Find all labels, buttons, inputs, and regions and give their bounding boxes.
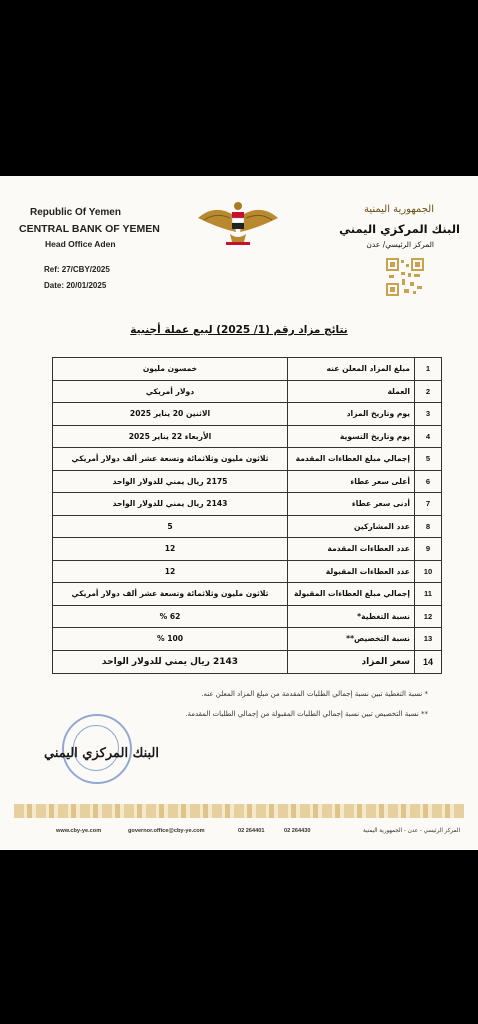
table-row: [53, 425, 442, 448]
row-number: 3: [415, 403, 442, 426]
footer-email: governor.office@cby-ye.com: [128, 828, 205, 834]
row-number: 6: [415, 470, 442, 493]
row-value: 5: [53, 515, 288, 538]
row-value: 2143 ريال يمني للدولار الواحد: [53, 650, 288, 673]
row-number: 2: [415, 380, 442, 403]
row-label: مبلغ المزاد المعلن عنه: [288, 358, 415, 381]
row-number: 14: [415, 650, 442, 673]
bank-name-ar: البنك المركزي اليمني: [339, 222, 460, 236]
row-label: يوم وتاريخ التسوية: [288, 425, 415, 448]
row-label: العملة: [288, 380, 415, 403]
row-value: 100 %: [53, 628, 288, 651]
footer-website: www.cby-ye.com: [56, 828, 102, 834]
row-value: الأربعاء 22 يناير 2025: [53, 425, 288, 448]
coverage-note: * نسبة التغطية تبين نسبة إجمالي الطلبات المقدمة من مبلغ المزاد المعلن عنه.: [201, 690, 428, 698]
table-row: [53, 628, 442, 651]
office-en: Head Office Aden: [45, 239, 116, 249]
row-label: نسبة التغطية*: [288, 605, 415, 628]
row-number: 7: [415, 493, 442, 516]
document-title: نتائج مزاد رقم (1/ 2025) لبيع عملة أجنبية: [130, 324, 348, 336]
row-number: 4: [415, 425, 442, 448]
row-label: إجمالي مبلغ العطاءات المقبولة: [288, 583, 415, 606]
row-value: ثلاثون مليون وثلاثمائة وتسعة عشر ألف دولار أمريكي: [53, 583, 288, 606]
row-value: 2175 ريال يمني للدولار الواحد: [53, 470, 288, 493]
row-value: خمسون مليون: [53, 358, 288, 381]
row-value: 12: [53, 538, 288, 561]
table-row: [53, 560, 442, 583]
row-number: 13: [415, 628, 442, 651]
signature-bank-name: البنك المركزي اليمني: [44, 746, 159, 761]
row-label: يوم وتاريخ المزاد: [288, 403, 415, 426]
row-number: 11: [415, 583, 442, 606]
row-label: عدد المشاركين: [288, 515, 415, 538]
row-label: أعلى سعر عطاء: [288, 470, 415, 493]
table-row: [53, 493, 442, 516]
row-label: عدد العطاءات المقبولة: [288, 560, 415, 583]
footer-phone-1: 02 264401: [238, 828, 265, 834]
table-row: [53, 538, 442, 561]
row-value: ثلاثون مليون وثلاثمائة وتسعة عشر ألف دولار أمريكي: [53, 448, 288, 471]
row-label: سعر المزاد: [288, 650, 415, 673]
footer-address: المركز الرئيسي - عدن - الجمهورية اليمنية: [362, 828, 460, 834]
table-row: [53, 605, 442, 628]
row-number: 1: [415, 358, 442, 381]
table-row: [53, 448, 442, 471]
allocation-note: ** نسبة التخصيص تبين نسبة إجمالي الطلبات المقبولة من إجمالي الطلبات المقدمة.: [185, 710, 428, 718]
row-label: عدد العطاءات المقدمة: [288, 538, 415, 561]
row-number: 5: [415, 448, 442, 471]
table-row: [53, 470, 442, 493]
row-number: 12: [415, 605, 442, 628]
republic-en: Republic Of Yemen: [30, 207, 121, 218]
table-row: [53, 515, 442, 538]
document-date: Date: 20/01/2025: [44, 281, 107, 290]
row-value: 2143 ريال يمني للدولار الواحد: [53, 493, 288, 516]
row-number: 8: [415, 515, 442, 538]
yemen-eagle-emblem: [196, 198, 280, 246]
document-page: [0, 176, 478, 850]
row-label: إجمالي مبلغ العطاءات المقدمة: [288, 448, 415, 471]
table-row: [53, 358, 442, 381]
reference-number: Ref: 27/CBY/2025: [44, 265, 110, 274]
auction-results-table: [52, 357, 442, 674]
bank-name-en: CENTRAL BANK OF YEMEN: [19, 223, 160, 235]
footer-phone-2: 02 264430: [284, 828, 311, 834]
table-row: [53, 650, 442, 673]
row-label: أدنى سعر عطاء: [288, 493, 415, 516]
office-ar: المركز الرئيسي/ عدن: [366, 240, 434, 249]
qr-code-icon: [386, 258, 424, 296]
row-value: 62 %: [53, 605, 288, 628]
republic-ar: الجمهورية اليمنية: [363, 204, 434, 215]
row-value: دولار أمريكي: [53, 380, 288, 403]
row-label: نسبة التخصيص**: [288, 628, 415, 651]
row-value: الاثنين 20 يناير 2025: [53, 403, 288, 426]
row-number: 9: [415, 538, 442, 561]
row-value: 12: [53, 560, 288, 583]
table-row: [53, 380, 442, 403]
decorative-pattern-band: [14, 804, 464, 818]
table-row: [53, 403, 442, 426]
row-number: 10: [415, 560, 442, 583]
table-row: [53, 583, 442, 606]
